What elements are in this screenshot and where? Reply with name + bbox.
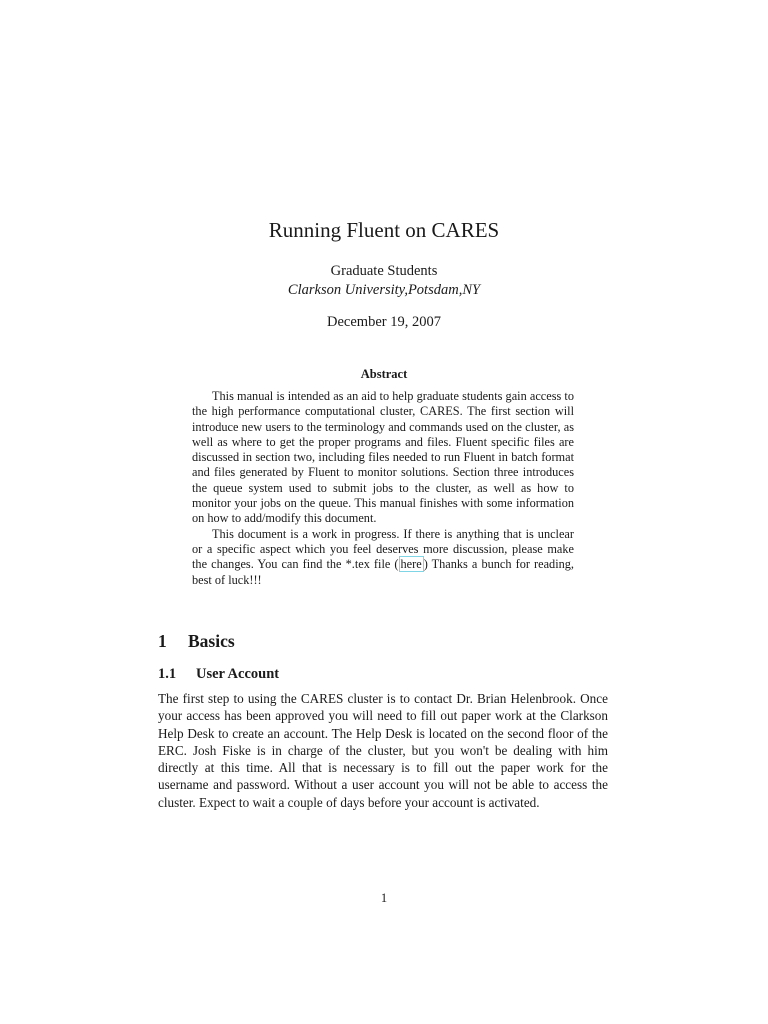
date-line: December 19, 2007 bbox=[327, 314, 441, 330]
section-heading-basics bbox=[158, 630, 235, 652]
abstract-p2-text-after: ) Thanks a bunch for reading, best of luck!!! bbox=[192, 557, 574, 587]
subsection-heading-user-account bbox=[158, 665, 279, 683]
page-number: 1 bbox=[380, 891, 388, 905]
abstract-p2-text-before: This document is a work in progress. If there is anything that is unclear or a specific aspect which you feel deserves more discussion, please make the changes. You can find the *.tex file ( bbox=[192, 526, 574, 572]
abstract-paragraph-1: This manual is intended as an aid to help graduate students gain access to the high performance computational cluster, CARES. The first section will introduce new users to the terminology and commands used on the cluster, as well as where to get the proper programs and files. Fluent specific files are discussed in section two, including files needed to run Fluent in batch format and files generated by Fluent to monitor solutions. Section three introduces the queue system used to submit jobs to the cluster, as well as how to monitor your jobs on the queue. This manual finishes with some information on how to add/modify this document. bbox=[192, 389, 574, 526]
section-number: 1 bbox=[158, 631, 167, 651]
tex-file-link[interactable]: here bbox=[400, 557, 422, 572]
abstract-heading: Abstract bbox=[360, 367, 408, 381]
section-body bbox=[158, 690, 608, 811]
subsection-title: User Account bbox=[196, 666, 280, 682]
abstract-body bbox=[192, 389, 574, 588]
abstract-paragraph-2 bbox=[192, 527, 574, 588]
body-paragraph-1: The first step to using the CARES cluster is to contact Dr. Brian Helenbrook. Once your access has been approved you will need to fill out paper work at the Clarkson Help Desk to create an account. The Help Desk is located on the second floor of the ERC. Josh Fiske is in charge of the cluster, but you won't be dealing with him directly at this time. All that is necessary is to fill out the paper work for the username and password. Without a user account you will not be able to access the cluster. Expect to wait a couple of days before your account is activated. bbox=[158, 691, 608, 810]
paper-title: Running Fluent on CARES bbox=[268, 218, 500, 242]
subsection-number: 1.1 bbox=[158, 666, 177, 682]
section-title: Basics bbox=[188, 631, 235, 651]
affiliation-line: Clarkson University,Potsdam,NY bbox=[287, 282, 481, 298]
author-line: Graduate Students bbox=[330, 263, 438, 279]
